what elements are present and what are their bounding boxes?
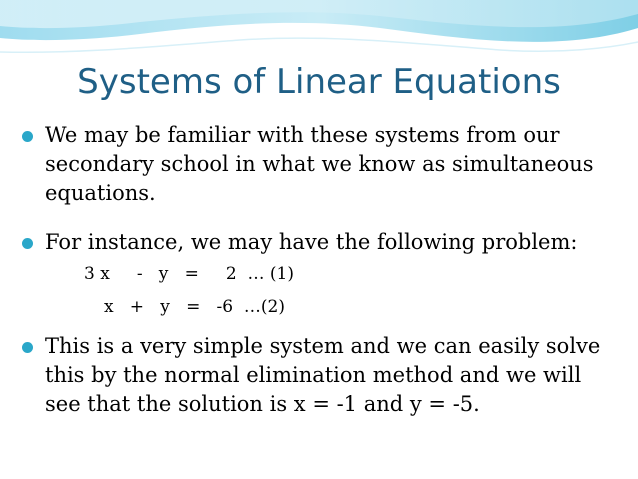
bullet-marker [22,238,33,249]
equation-1: 3 x - y = 2 … (1) [84,264,294,284]
bullet-for-instance [22,228,622,257]
bullet-marker [22,131,33,142]
bullet-familiar-systems [22,121,622,208]
bullet-simple-system [22,332,622,419]
equation-2: x + y = -6 …(2) [104,297,285,317]
header-wave-decoration [0,0,638,60]
bullet-marker [22,342,33,353]
bullet-text: For instance, we may have the following problem: [45,230,578,254]
slide-title: Systems of Linear Equations [77,62,561,102]
bullet-text: We may be familiar with these systems from our secondary school in what we know as simultaneous equations. [45,123,594,205]
bullet-text: This is a very simple system and we can easily solve this by the normal elimination method and we will see that the solution is x = -1 and y = -5. [45,334,601,416]
